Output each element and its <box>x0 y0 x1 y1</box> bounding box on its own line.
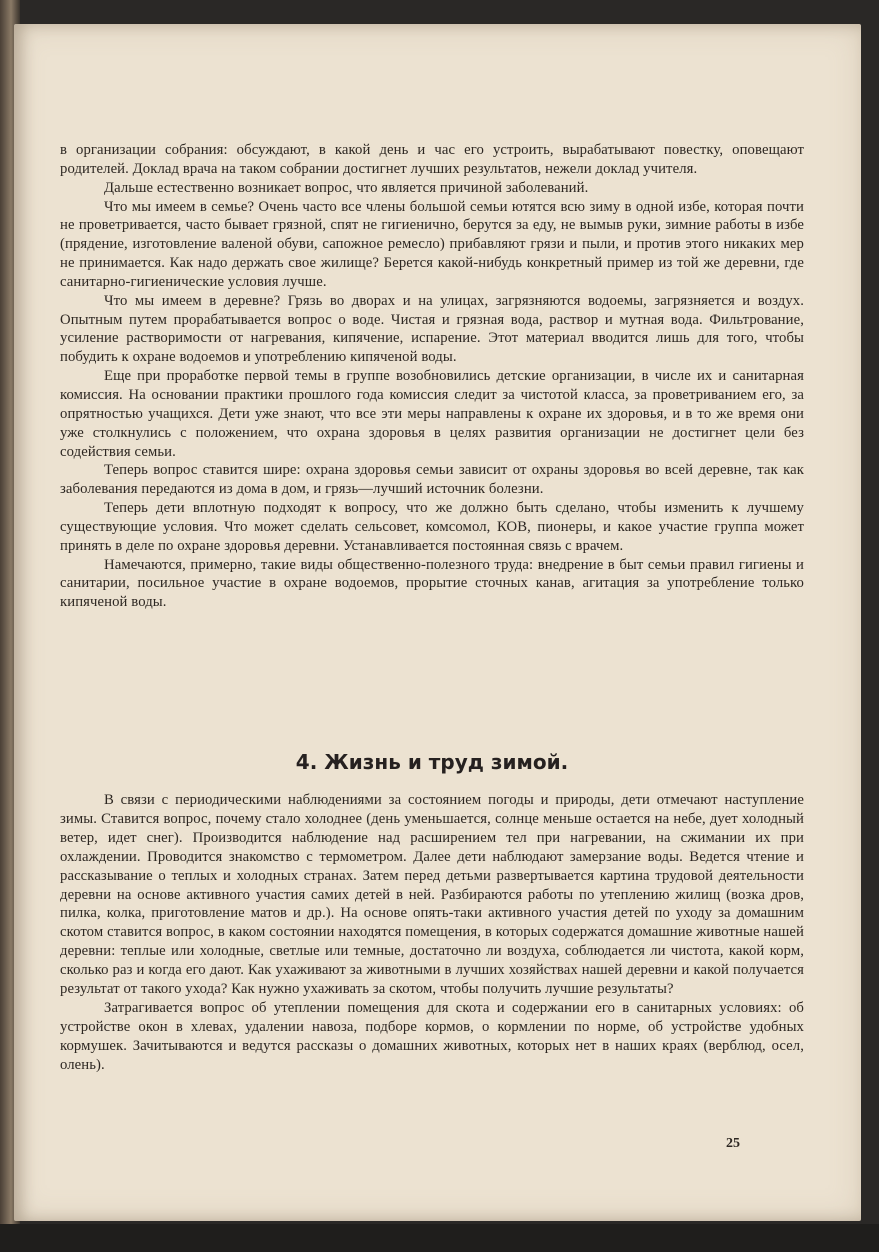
paragraph: в организации собрания: обсуждают, в какой день и час его устроить, вырабатывают повестку, оповещают родителей. Доклад врача на таком собрании достигнет лучших результатов, нежели доклад учителя. <box>60 142 804 177</box>
page-number: 25 <box>726 1136 740 1151</box>
paragraph: Что мы имеем в семье? Очень часто все члены большой семьи ютятся всю зиму в одной избе, которая почти не проветривается, часто бывает грязной, спят не гигиенично, берутся за еду, не вымыв руки, зимние работы в избе (прядение, изготовление валеной обуви, сапожное ремесло) прибавляют грязи и пыли, и против этого никаких мер не принимается. Как надо держать свое жилище? Берется какой-нибудь конкретный пример из той же деревни, где санитарно-гигиенические условия лучше. <box>60 198 804 290</box>
paragraph: Теперь дети вплотную подходят к вопросу, что же должно быть сделано, чтобы изменить к лучшему существующие условия. Что может сделать сельсовет, комсомол, КОВ, пионеры, и какое участие группа может принять в деле по охране здоровья деревни. Устанавливается постоянная связь с врачем. <box>60 500 804 554</box>
scan-backdrop <box>0 1224 879 1252</box>
paragraph: Намечаются, примерно, такие виды общественно-полезного труда: внедрение в быт семьи правил гигиены и санитарии, посильное участие в охране водоемов, прорытие сточных канав, агитация за употребление только кипяченой воды. <box>60 556 804 611</box>
body-text-top <box>60 141 804 612</box>
paragraph: Что мы имеем в деревне? Грязь во дворах и на улицах, загрязняются водоемы, загрязняется и воздух. Опытным путем прорабатывается вопрос о воде. Чистая и грязная вода, раствор и мутная вода. Фильтрование, усиление растворимости от нагревания, кипячение, испарение. Этот материал вводится лишь для того, чтобы побудить к охране водоемов и употреблению кипяченой воды. <box>60 292 804 366</box>
paragraph: В связи с периодическими наблюдениями за состоянием погоды и природы, дети отмечают наступление зимы. Ставится вопрос, почему стало холоднее (день уменьшается, солнце меньше остается на небе, дует холодный ветер, идет снег). Производится наблюдение над расширением тел при нагревании, на сжимании их при охлаждении. Проводится знакомство с термометром. Далее дети наблюдают замерзание воды. Ведется чтение и рассказывание о теплых и холодных странах. Затем перед детьми развертывается картина трудовой деятельности деревни на основе активного участия самих детей в ней. Разбираются работы по утеплению жилищ (возка дров, пилка, колка, приготовление матов и др.). На основе опять-таки активного участия детей по уходу за домашним скотом ставится вопрос, в каком состоянии находятся помещения, в которых содержатся домашние животные нашей деревни: теплые или холодные, светлые или темные, достаточно ли воздуха, соблюдается ли чистота, какой корм, сколько раз и когда его дают. Как ухаживают за животными в лучших хозяйствах нашей деревни и какой получается результат от такого ухода? Как нужно ухаживать за скотом, чтобы получить лучшие результаты? <box>60 792 804 998</box>
section-heading: 4. Жизнь и труд зимой. <box>295 750 569 774</box>
paragraph: Затрагивается вопрос об утеплении помещения для скота и содержании его в санитарных условиях: об устройстве окон в хлевах, удалении навоза, подборе кормов, о кормлении по норме, об устройстве удобных кормушек. Зачитываются и ведутся рассказы о домашних животных, которых нет в наших краях (верблюд, осел, олень). <box>60 999 804 1073</box>
body-text-bottom <box>60 791 804 1075</box>
paragraph: Еще при проработке первой темы в группе возобновились детские организации, в числе их и санитарная комиссия. На основании практики прошлого года комиссия следит за чистотой класса, за проветриванием его, за опрятностью учащихся. Дети уже знают, что все эти меры направлены к охране их здоровья, и в то же время они уже столкнулись с положением, что охрана здоровья в целях развития организации не достигнет цели без содействия семьи. <box>60 368 804 460</box>
book-page <box>14 24 861 1221</box>
paragraph: Дальше естественно возникает вопрос, что является причиной заболеваний. <box>104 179 589 196</box>
paragraph: Теперь вопрос ставится шире: охрана здоровья семьи зависит от охраны здоровья во всей деревне, так как заболевания передаются из дома в дом, и грязь—лучший источник болезни. <box>60 462 804 498</box>
